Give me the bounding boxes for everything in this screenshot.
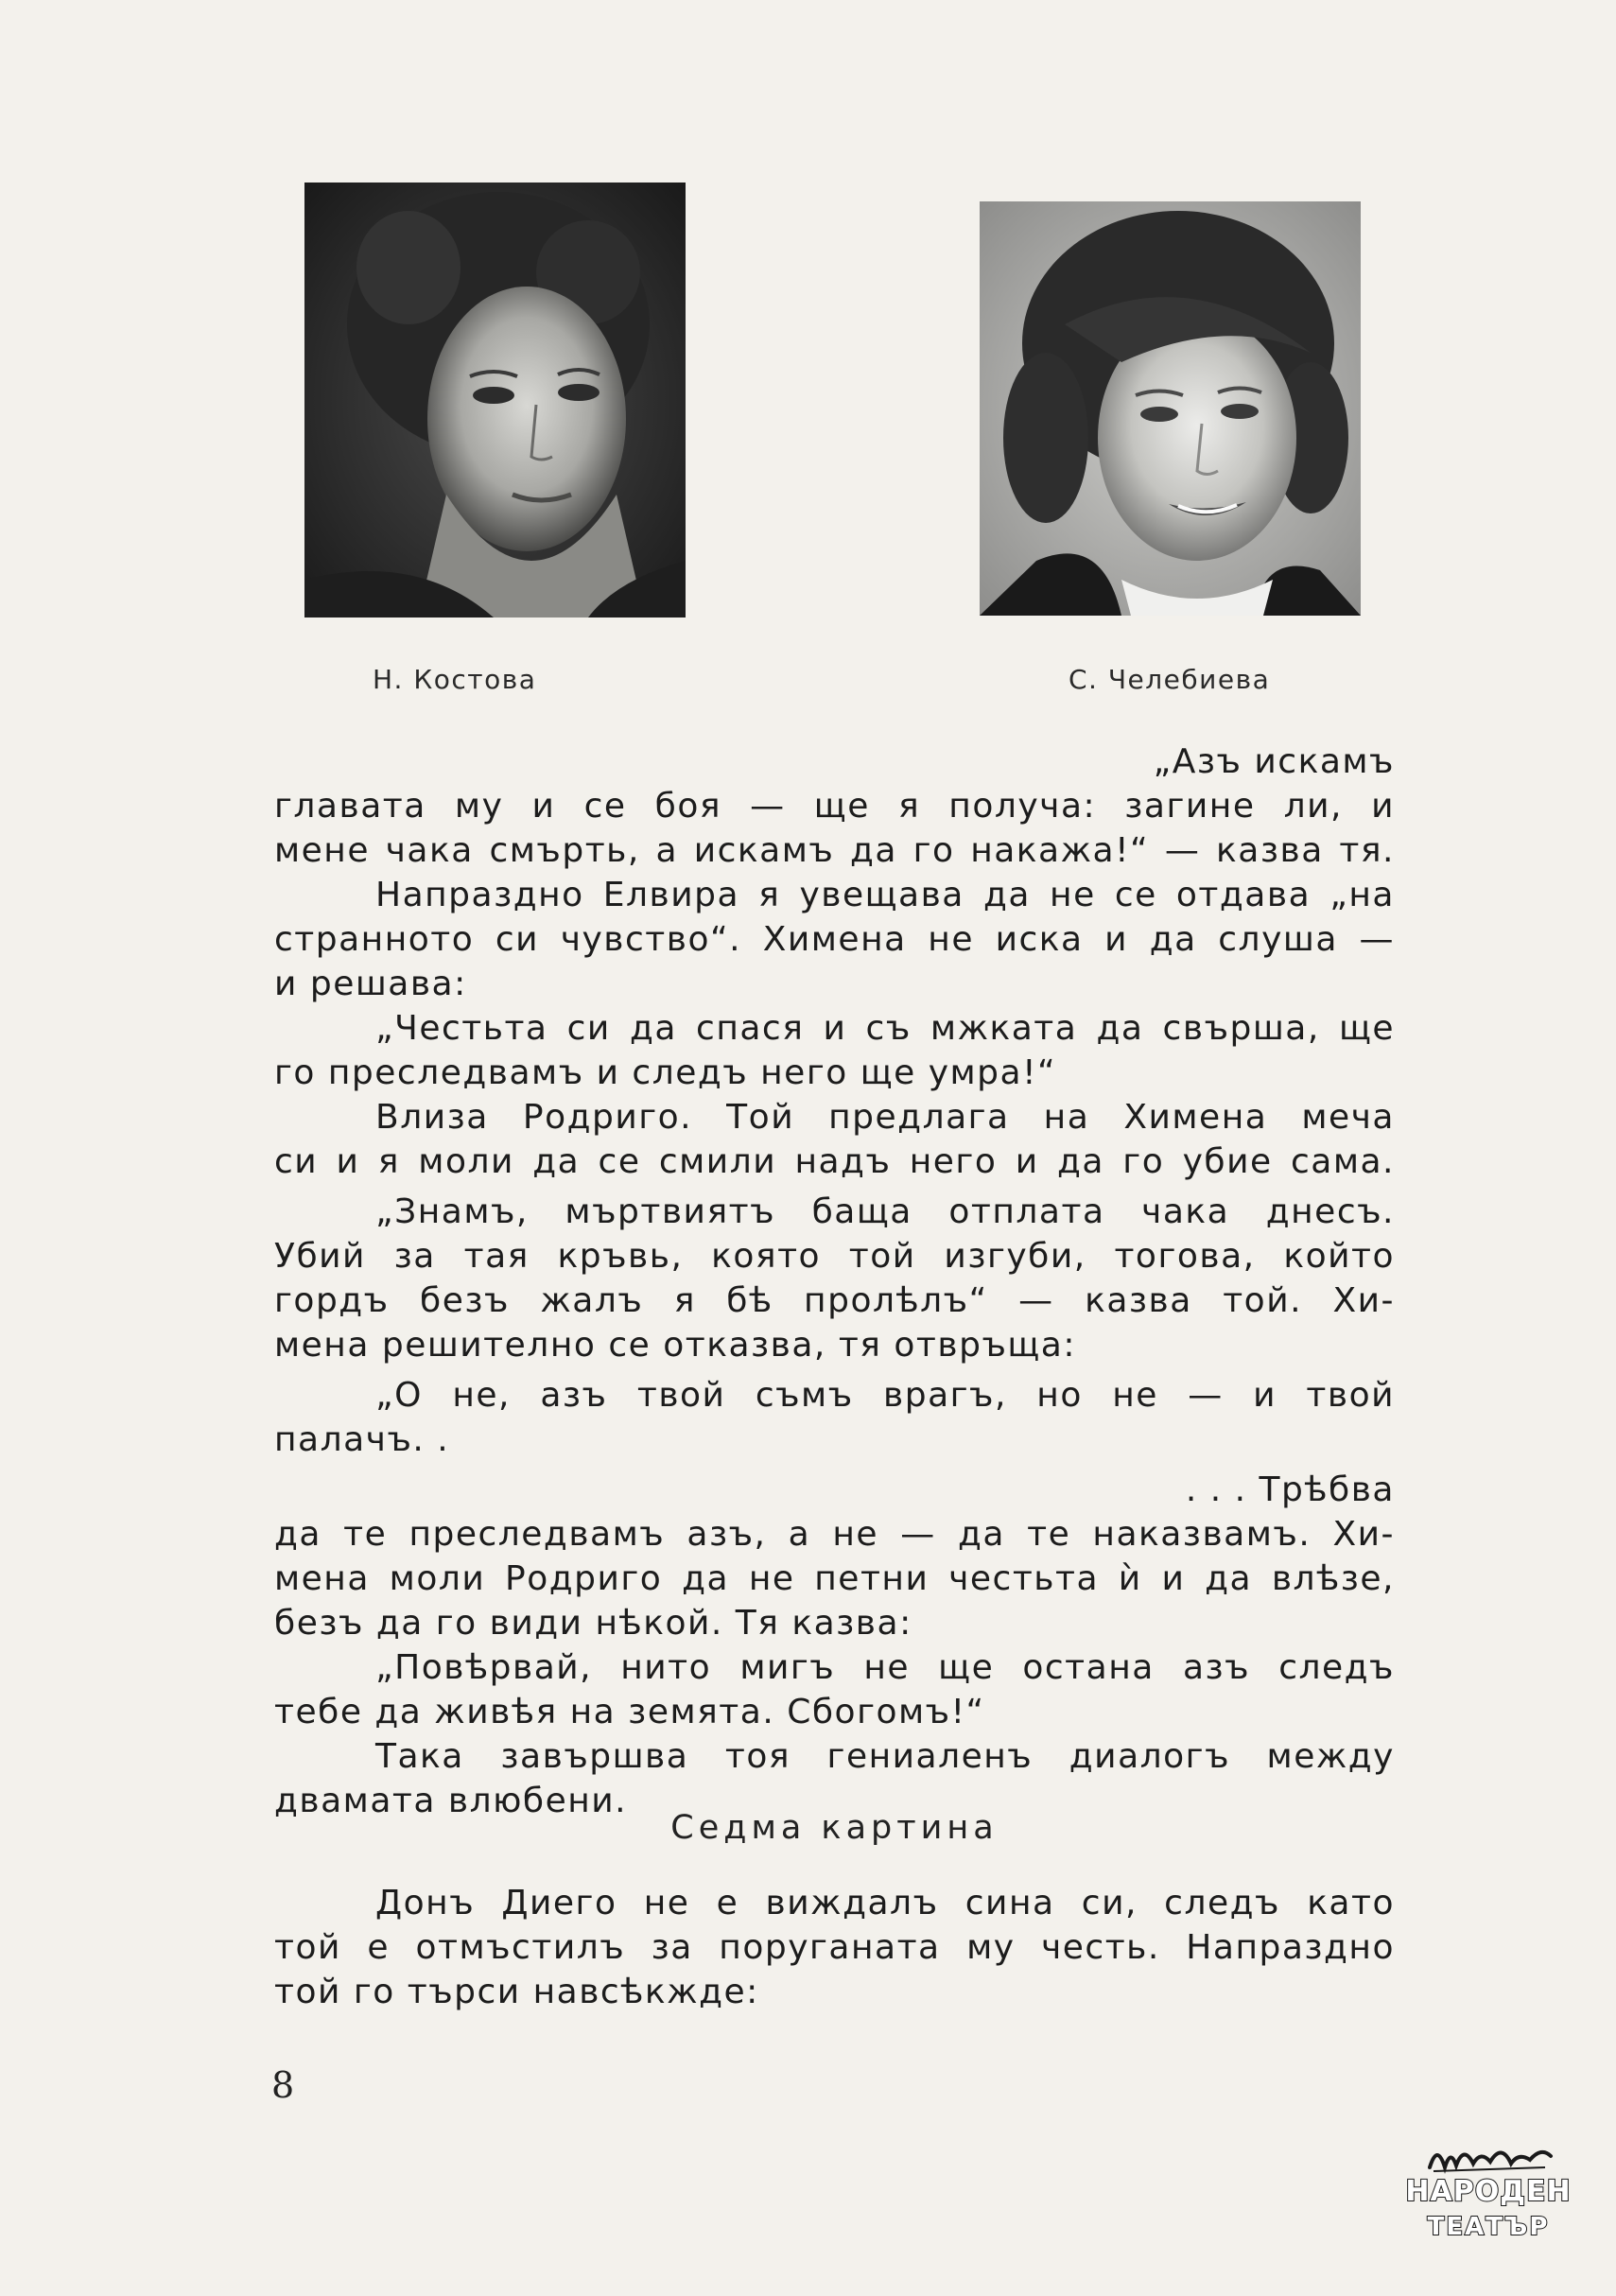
text-line: . . . Трѣбва <box>1185 1470 1395 1509</box>
text-line: мене чака смърть, а искамъ да го накажа!“ — казва тя. <box>274 831 1395 870</box>
photo-caption-right: С. Челебиева <box>1069 664 1271 695</box>
text-line: „Знамъ, мъртвиятъ баща отплата чака днесъ. <box>375 1192 1395 1231</box>
text-line: Убий за тая кръвь, която той изгуби, тогова, който <box>274 1237 1395 1276</box>
text-line: „О не, азъ твой съмъ врагъ, но не — и твой <box>375 1376 1395 1415</box>
page-number: 8 <box>271 2064 295 2106</box>
text-line: гордъ безъ жалъ я бѣ пролѣлъ“ — казва той. Хи- <box>274 1281 1395 1320</box>
text-line: „Повѣрвай, нито мигъ не ще остана азъ следъ <box>375 1648 1395 1687</box>
text-line: „Честьта си да спася и съ мжката да свърша, ще <box>375 1009 1395 1048</box>
photo-caption-left: Н. Костова <box>373 664 537 695</box>
portrait-image-kostova <box>304 183 686 617</box>
text-line: той го търси навсѣкжде: <box>274 1973 759 2011</box>
text-line: Влиза Родриго. Той предлага на Химена меча <box>375 1098 1395 1137</box>
body-text <box>274 739 1395 1823</box>
portrait-photo-kostova <box>304 183 686 617</box>
text-line: странното си чувство“. Химена не иска и да слуша — <box>274 920 1395 959</box>
logo-text-line2: ТЕАТЪР <box>1427 2213 1550 2241</box>
text-line: палачъ. . <box>274 1420 450 1459</box>
text-line: той е отмъстилъ за поруганата му честь. Напраздно <box>274 1928 1395 1967</box>
text-line: главата му и се боя — ще я получа: загине ли, и <box>274 787 1395 826</box>
signature-logo-icon <box>1424 2139 1556 2177</box>
text-line: „Азъ искамъ <box>1153 742 1395 781</box>
text-line: го преследвамъ и следъ него ще умра!“ <box>274 1053 1057 1092</box>
text-line: Напраздно Елвира я увещава да не се отдава „на <box>375 876 1395 914</box>
portrait-photo-chelebieva <box>980 201 1361 616</box>
text-line: си и я моли да се смили надъ него и да го убие сама. <box>274 1142 1395 1181</box>
text-line: да те преследвамъ азъ, а не — да те наказвамъ. Хи- <box>274 1515 1395 1554</box>
text-line: двамата влюбени. <box>274 1782 628 1820</box>
logo-text-line1: НАРОДЕН <box>1405 2175 1572 2208</box>
text-line: мена решително се отказва, тя отвръща: <box>274 1326 1076 1365</box>
text-line: Донъ Диего не е виждалъ сина си, следъ като <box>375 1884 1395 1922</box>
portrait-image-chelebieva <box>980 201 1361 616</box>
section-heading: Седма картина <box>670 1809 999 1847</box>
body-text-continued <box>274 1881 1395 2014</box>
text-line: безъ да го види нѣкой. Тя казва: <box>274 1604 912 1643</box>
text-line: и решава: <box>274 965 467 1003</box>
text-line: мена моли Родриго да не петни честьта ѝ и да влѣзе, <box>274 1559 1395 1598</box>
text-line: тебе да живѣя на земята. Сбогомъ!“ <box>274 1693 985 1731</box>
national-theatre-logo <box>1405 2139 1572 2253</box>
text-line: Така завършва тоя гениаленъ диалогъ между <box>375 1737 1395 1776</box>
